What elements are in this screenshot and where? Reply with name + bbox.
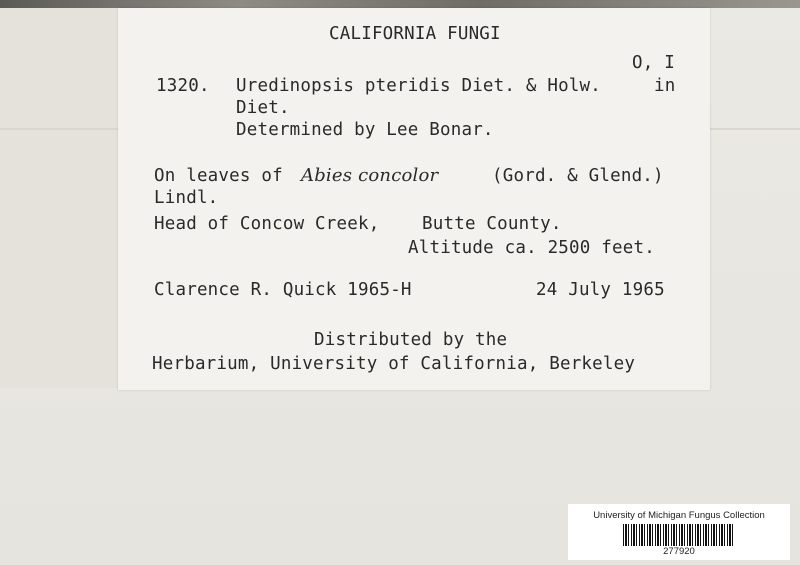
taxon-in: in — [654, 76, 676, 96]
barcode-bars — [623, 524, 735, 546]
barcode-institution: University of Michigan Fungus Collection — [593, 510, 765, 521]
label-header: CALIFORNIA FUNGI — [329, 24, 501, 44]
altitude: Altitude ca. 2500 feet. — [408, 238, 655, 258]
specimen-number: 1320. — [156, 76, 210, 96]
host-prefix: On leaves of — [154, 166, 283, 186]
distributing-herbarium: Herbarium, University of California, Berkeley — [152, 354, 636, 374]
specimen-label — [118, 8, 710, 390]
collector: Clarence R. Quick 1965-H — [154, 280, 412, 300]
packet-top-edge — [0, 0, 800, 8]
host-authority-cont: Lindl. — [154, 188, 219, 208]
taxon-author: Diet. — [236, 98, 290, 118]
taxon-name: Uredinopsis pteridis Diet. & Holw. — [236, 76, 602, 96]
packet-left-flap — [0, 8, 120, 388]
collection-date: 24 July 1965 — [536, 280, 665, 300]
spore-stage: O, I — [632, 53, 675, 73]
determined-by: Determined by Lee Bonar. — [236, 120, 494, 140]
county: Butte County. — [422, 214, 562, 234]
barcode-number: 277920 — [663, 546, 695, 557]
host-name: Abies concolor — [301, 165, 439, 186]
host-authority: (Gord. & Glend.) — [492, 166, 664, 186]
distributed-by: Distributed by the — [314, 330, 508, 350]
barcode-label — [568, 504, 790, 560]
locality: Head of Concow Creek, — [154, 214, 380, 234]
